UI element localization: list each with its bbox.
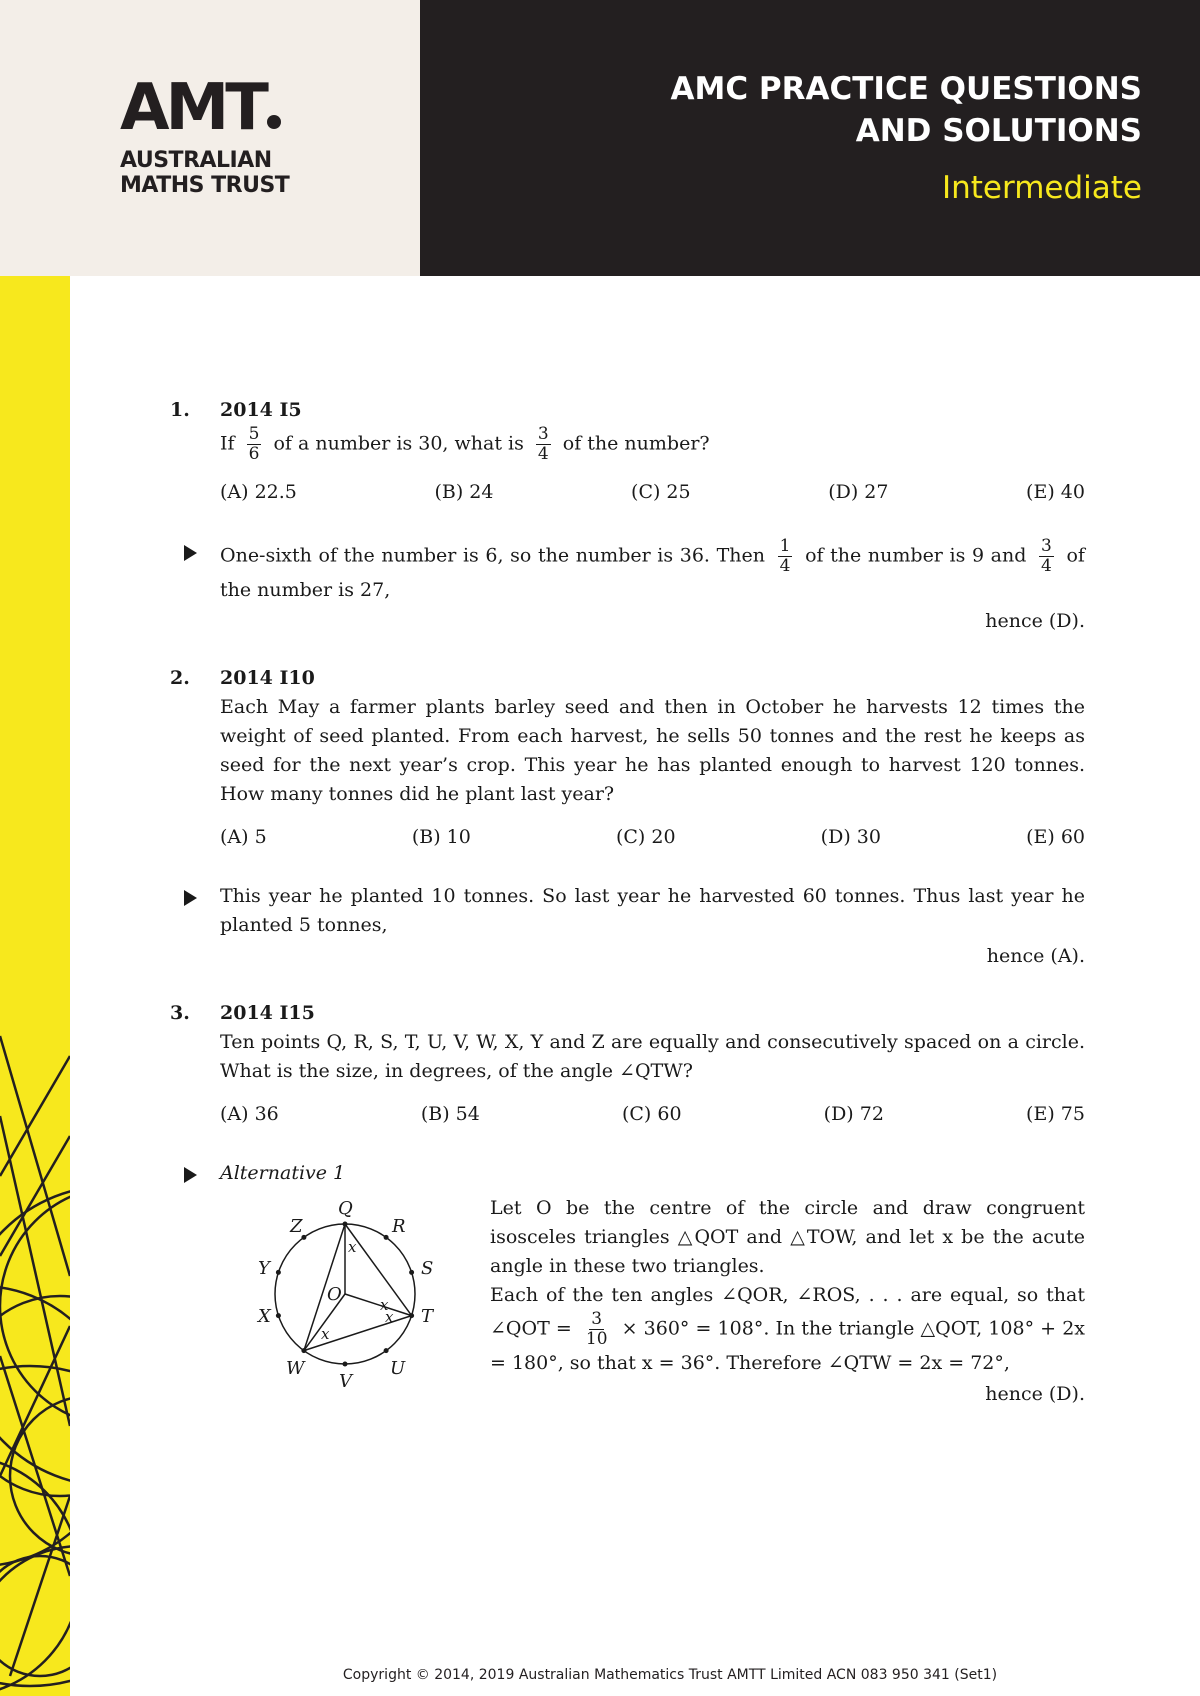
document-subtitle: Intermediate <box>941 170 1142 206</box>
label-q: Q <box>338 1198 353 1219</box>
question-number: 2. <box>170 667 190 689</box>
choice-a: (A) 36 <box>220 1103 279 1125</box>
label-y: Y <box>258 1258 270 1279</box>
answer-choices <box>220 1100 1085 1129</box>
fraction: $\frac{1}{4}$ <box>779 536 791 576</box>
circle-diagram <box>220 1194 480 1409</box>
label-x-angle: x <box>321 1325 330 1343</box>
choice-d: (D) 30 <box>820 826 881 848</box>
choice-a: (A) 22.5 <box>220 481 297 503</box>
label-x-angle: x <box>348 1238 357 1256</box>
label-x: X <box>258 1306 271 1327</box>
fraction: $\frac{3}{4}$ <box>537 424 549 464</box>
choice-d: (D) 72 <box>823 1103 884 1125</box>
circle-diagram-svg <box>220 1194 470 1394</box>
answer-choices <box>220 823 1085 852</box>
answer-line: hence (D). <box>985 610 1085 632</box>
question-3 <box>170 999 1085 1129</box>
label-r: R <box>392 1216 406 1237</box>
fraction: $\frac{3}{10}$ <box>585 1309 608 1349</box>
question-1 <box>170 396 1085 507</box>
question-source: 2014 I5 <box>220 399 302 421</box>
logo-panel <box>0 0 420 276</box>
solution-3 <box>170 1159 1085 1409</box>
choice-e: (E) 40 <box>1026 481 1085 503</box>
decorative-circles <box>0 276 70 1696</box>
choice-b: (B) 54 <box>420 1103 480 1125</box>
choice-c: (C) 20 <box>615 826 676 848</box>
fraction: $\frac{3}{4}$ <box>1041 536 1052 576</box>
choice-d: (D) 27 <box>828 481 889 503</box>
question-source: 2014 I15 <box>220 1002 315 1024</box>
triangle-bullet-icon <box>184 890 197 906</box>
choice-e: (E) 75 <box>1026 1103 1085 1125</box>
label-v: V <box>339 1371 352 1392</box>
question-number: 3. <box>170 1002 190 1024</box>
question-number: 1. <box>170 399 190 421</box>
choice-c: (C) 25 <box>631 481 691 503</box>
label-x-angle: x <box>385 1308 394 1326</box>
questions-content <box>170 396 1085 1409</box>
amt-logo <box>120 71 290 198</box>
label-z: Z <box>290 1216 303 1237</box>
decorative-side-band <box>0 276 70 1696</box>
solution-1: One-sixth of the number is 6, so the number is 36. Then $\frac{1}{4}$ of the number is 9 and $\frac{3}{4}$ of the number is 27, hence (D). <box>170 537 1085 636</box>
question-text: Ten points Q, R, S, T, U, V, W, X, Y and Z are equally and consecutively spaced on a circle. What is the size, in degrees, of the angle ∠QTW? <box>220 1031 1085 1082</box>
logo-line1: AUSTRALIAN <box>120 148 272 173</box>
triangle-bullet-icon <box>184 1167 197 1183</box>
label-t: T <box>421 1306 434 1327</box>
label-x-angle: x <box>380 1296 389 1314</box>
fraction: $\frac{5}{6}$ <box>248 424 260 464</box>
answer-line: hence (D). <box>985 1383 1085 1405</box>
triangle-bullet-icon <box>184 545 197 561</box>
label-s: S <box>421 1258 434 1279</box>
choice-a: (A) 5 <box>220 826 267 848</box>
question-text: If $\frac{5}{6}$ of a number is 30, what is $\frac{3}{4}$ of the number? <box>220 424 710 464</box>
choice-e: (E) 60 <box>1026 826 1085 848</box>
label-w: W <box>286 1358 305 1379</box>
label-o: O <box>327 1284 342 1305</box>
logo-line2: MATHS TRUST <box>120 173 290 198</box>
document-title: AMC PRACTICE QUESTIONS AND SOLUTIONS <box>670 71 1142 149</box>
question-source: 2014 I10 <box>220 667 315 689</box>
alternative-label: Alternative 1 <box>220 1162 346 1184</box>
title-panel <box>420 0 1200 276</box>
question-2 <box>170 664 1085 852</box>
solution-2: This year he planted 10 tonnes. So last year he harvested 60 tonnes. Thus last year he planted 5 tonnes, hence (A). <box>170 882 1085 971</box>
choice-b: (B) 24 <box>434 481 494 503</box>
solution-text: Let O be the centre of the circle and draw congruent isosceles triangles △QOT and △TOW, and let x be the acute angle in these two triangles. Each of the ten angles ∠QOR, ∠ROS, . . . are equal, so that ∠QOT = $\frac{3}{10}$ × 360° = 108°. In the triangle △QOT, 108° + 2x = 180°, so that x = 36°. Therefore ∠QTW = 2x = 72°, hence (D). <box>480 1194 1085 1409</box>
answer-line: hence (A). <box>986 945 1085 967</box>
page-footer: Copyright © 2014, 2019 Australian Mathematics Trust AMTT Limited ACN 083 950 341 (Set1) <box>342 1667 998 1683</box>
answer-choices <box>220 478 1085 507</box>
logo-dot <box>267 115 281 129</box>
choice-b: (B) 10 <box>411 826 471 848</box>
label-u: U <box>390 1358 406 1379</box>
logo-mark: AMT <box>120 71 265 145</box>
choice-c: (C) 60 <box>621 1103 682 1125</box>
question-text: Each May a farmer plants barley seed and then in October he harvests 12 times the weight of seed planted. From each harvest, he sells 50 tonnes and the rest he keeps as seed for the next year’s crop. This year he has planted enough to harvest 120 tonnes. How many tonnes did he plant last year? <box>220 696 1085 805</box>
